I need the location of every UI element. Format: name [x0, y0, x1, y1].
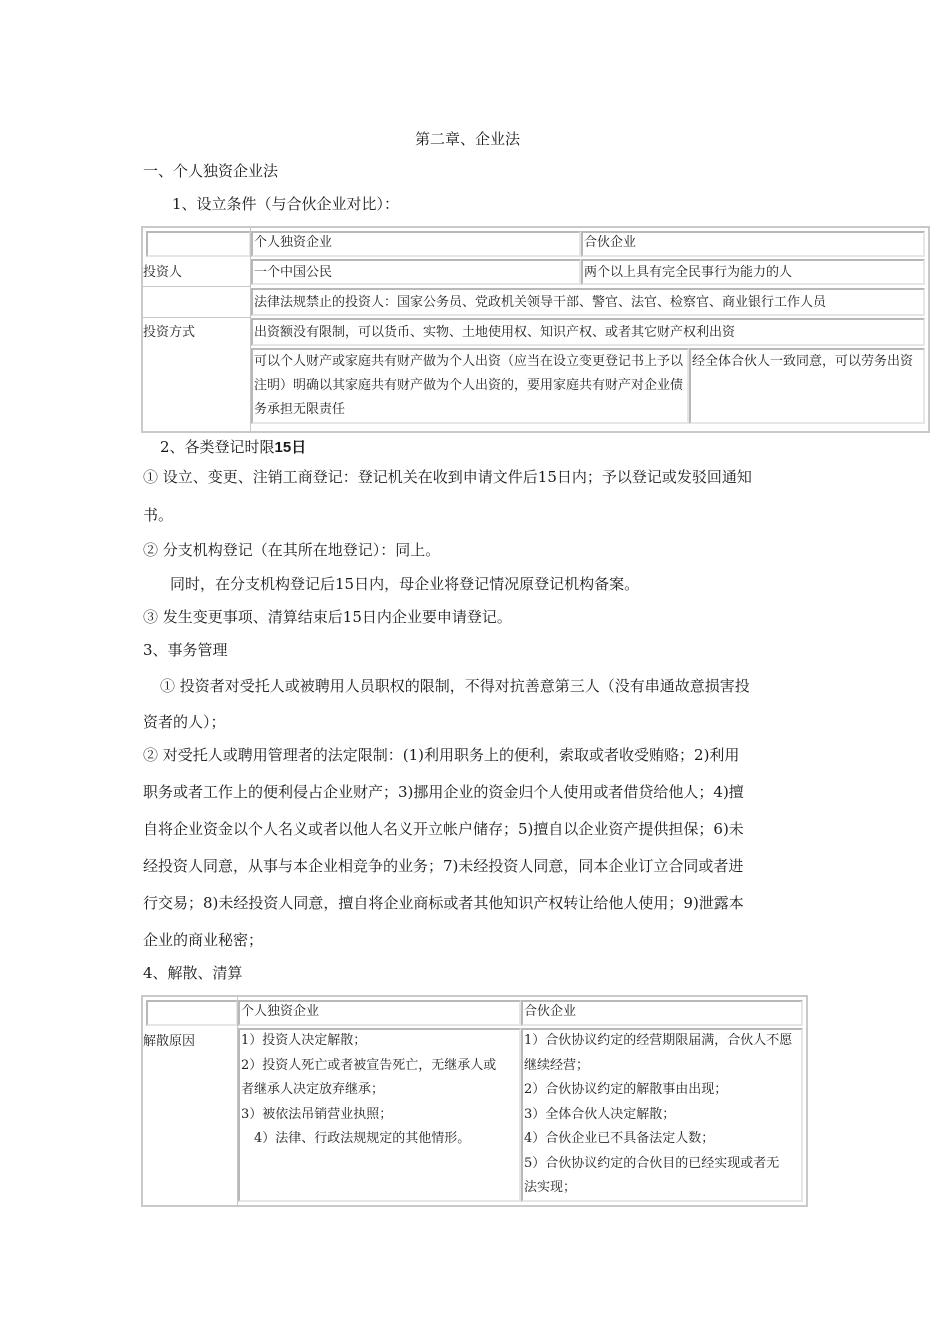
paragraph-affairs-2-line5: 行交易；8)未经投资人同意，擅自将企业商标或者其他知识产权转让给他人使用；9)泄露本: [143, 894, 744, 912]
row-label-dissolution: 解散原因: [143, 1034, 196, 1049]
list-item: 1）投资人决定解散；: [241, 1033, 367, 1048]
subsection-4-heading: 4、解散、清算: [143, 964, 243, 982]
cell-method-common: 出资额没有限制，可以货币、实物、土地使用权、知识产权、或者其它财产权利出资: [254, 325, 736, 340]
list-item: 法实现；: [524, 1180, 577, 1195]
list-item: 继续经营；: [524, 1057, 590, 1073]
list-item: 3）被依法吊销营业执照；: [241, 1106, 393, 1122]
subsection-1-heading: 1、设立条件（与合伙企业对比）：: [172, 195, 400, 213]
list-item: 2）投资人死亡或者被宣告死亡，无继承人或: [241, 1057, 497, 1073]
header-sole-proprietorship: 个人独资企业: [241, 1004, 320, 1019]
cell-investor-partner: 两个以上具有完全民事行为能力的人: [584, 265, 793, 280]
paragraph-affairs-2-line6: 企业的商业秘密；: [143, 931, 264, 949]
section-heading: 一、个人独资企业法: [143, 162, 279, 180]
row-label-method: 投资方式: [143, 325, 196, 340]
subsection-2-heading-bold: 15日: [274, 439, 307, 456]
list-item: 2）合伙协议约定的解散事由出现；: [524, 1082, 728, 1097]
dissolution-sole-list: [241, 1029, 521, 1152]
paragraph-registration-4: ③ 发生变更事项、清算结束后15日内企业要申请登记。: [143, 608, 512, 626]
header-sole-proprietorship: 个人独资企业: [254, 235, 333, 250]
header-partnership: 合伙企业: [524, 1004, 577, 1019]
list-item: 4）法律、行政法规规定的其他情形。: [254, 1131, 471, 1146]
paragraph-affairs-2-line2: 职务或者工作上的便利侵占企业财产；3)挪用企业的资金归个人使用或者借贷给他人；4)擅: [143, 783, 744, 801]
column-divider: [237, 997, 238, 1205]
header-partnership: 合伙企业: [584, 235, 637, 250]
paragraph-affairs-2-line3: 自将企业资金以个人名义或者以他人名义开立帐户储存；5)擅自以企业资产提供担保；6)未: [143, 820, 744, 838]
chapter-title: 第二章、企业法: [415, 130, 521, 148]
list-item: 4）合伙企业已不具备法定人数；: [524, 1131, 715, 1146]
list-item: 1）合伙协议约定的经营期限届满，合伙人不愿: [524, 1033, 793, 1048]
row-divider: [143, 286, 251, 287]
paragraph-affairs-2: ② 对受托人或聘用管理者的法定限制：(1)利用职务上的便利，索取或者收受贿赂；2)利用: [143, 746, 740, 764]
subsection-2-heading-text: 2、各类登记时限: [160, 438, 275, 456]
dissolution-partner-list: [524, 1029, 804, 1201]
cell-investor-banned: 法律法规禁止的投资人：国家公务员、党政机关领导干部、警官、法官、检察官、商业银行工作人员: [254, 295, 827, 310]
row-label-investor: 投资人: [143, 265, 183, 280]
list-item: 者继承人决定放弃继承；: [241, 1082, 385, 1097]
paragraph-registration-1-cont: 书。: [143, 506, 174, 524]
paragraph-registration-1: ① 设立、变更、注销工商登记：登记机关在收到申请文件后15日内；予以登记或发驳回通知: [143, 468, 752, 486]
paragraph-registration-3: 同时，在分支机构登记后15日内，母企业将登记情况原登记机构备案。: [170, 575, 640, 593]
column-divider: [250, 228, 251, 431]
cell-method-partner: 经全体合伙人一致同意，可以劳务出资: [692, 354, 914, 369]
row-divider: [143, 317, 251, 318]
paragraph-affairs-2-line4: 经投资人同意，从事与本企业相竞争的业务；7)未经投资人同意，同本企业订立合同或者进: [143, 857, 744, 875]
cell-method-sole: 可以个人财产或家庭共有财产做为个人出资（应当在设立变更登记书上予以注明）明确以其家庭共有财产做为个人出资的，要用家庭共有财产对企业债务承担无限责任: [254, 354, 684, 417]
cell-investor-sole: 一个中国公民: [254, 265, 333, 280]
list-item: 3）全体合伙人决定解散；: [524, 1106, 676, 1122]
comparison-table-setup: [141, 226, 930, 433]
table-header-empty-cell: [146, 231, 251, 257]
paragraph-registration-2: ② 分支机构登记（在其所在地登记）：同上。: [143, 541, 441, 559]
subsection-3-heading: 3、事务管理: [143, 641, 228, 659]
comparison-table-dissolution: [141, 995, 808, 1207]
list-item: 5）合伙协议约定的合伙目的已经实现或者无: [524, 1155, 780, 1171]
paragraph-affairs-1-cont: 资者的人）；: [143, 713, 226, 731]
paragraph-affairs-1: ① 投资者对受托人或被聘用人员职权的限制，不得对抗善意第三人（没有串通故意损害投: [160, 677, 750, 695]
table-header-empty-cell: [146, 1000, 238, 1026]
subsection-2-heading: [160, 436, 306, 457]
